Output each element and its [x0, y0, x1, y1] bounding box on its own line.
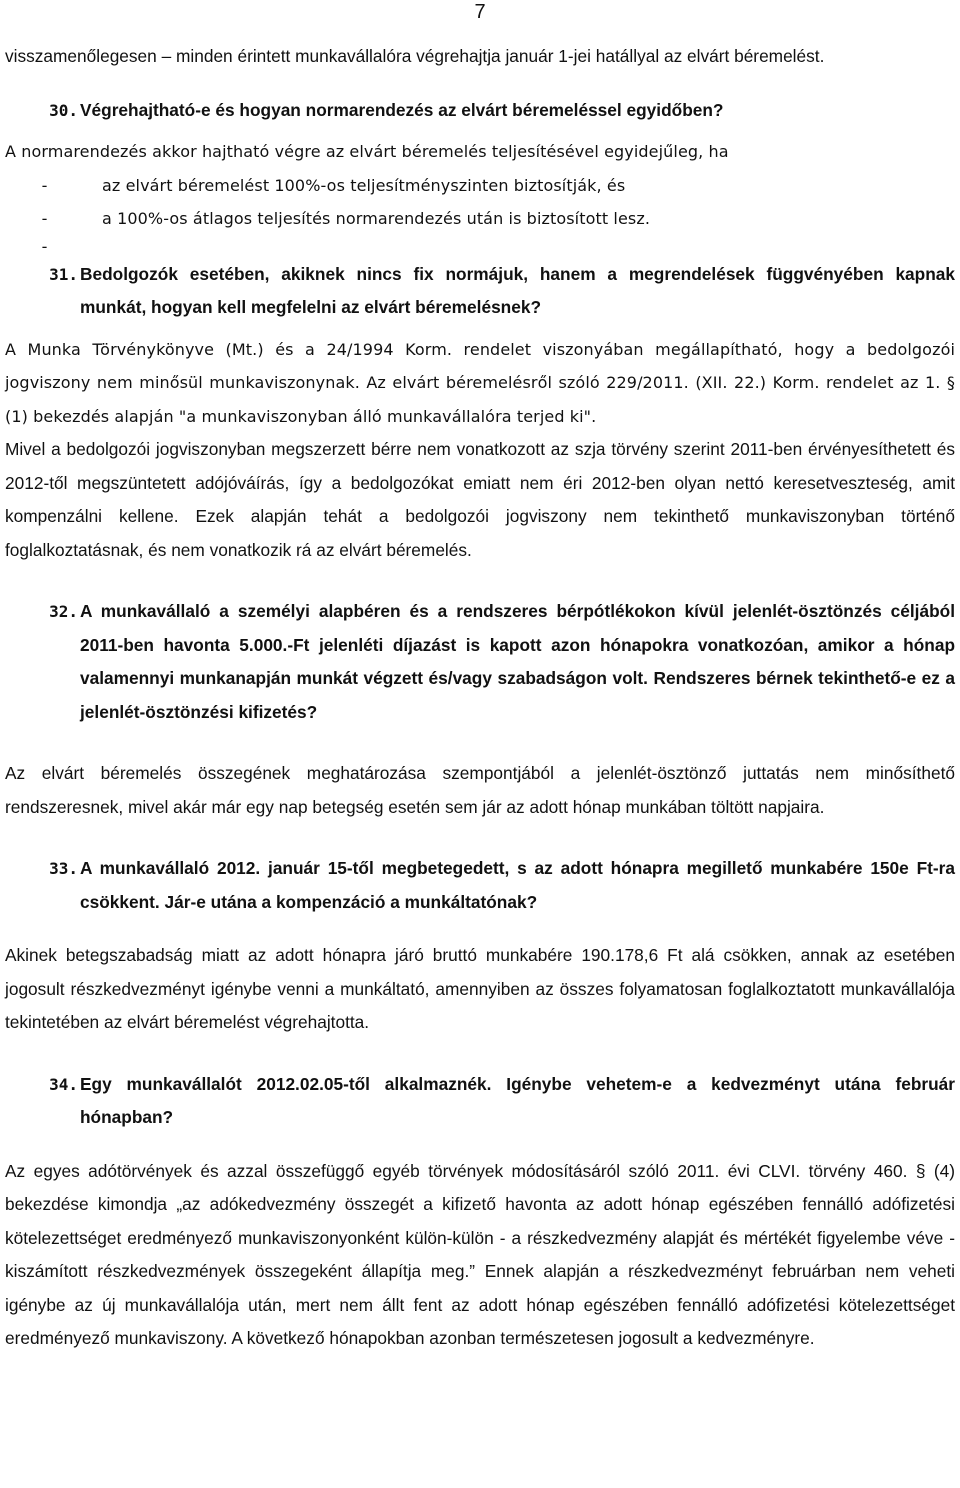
- list-item-text: az elvárt béremelést 100%-os teljesítményszinten biztosítják, és: [102, 175, 626, 195]
- question-34: [5, 1068, 955, 1135]
- dash-marker: -: [41, 209, 48, 228]
- question-number: 30.: [49, 100, 78, 120]
- question-number: 32.: [49, 602, 78, 621]
- list-item-text: a 100%-os átlagos teljesítés normarendezés után is biztosított lesz.: [102, 209, 651, 228]
- question-33: [5, 852, 955, 919]
- dash-marker: -: [41, 236, 48, 256]
- answer-30-lead: A normarendezés akkor hajtható végre az elvárt béremelés teljesítésével egyidejűleg, ha: [5, 142, 729, 161]
- list-item-text: [102, 236, 955, 258]
- answer-30-list: [5, 169, 955, 258]
- list-item: [5, 202, 955, 236]
- question-text: Egy munkavállalót 2012.02.05-től alkalmaznék. Igénybe vehetem-e a kedvezményt utána február hónapban?: [80, 1073, 955, 1127]
- page-number: 7: [474, 1, 486, 23]
- list-item: [5, 169, 955, 203]
- document-body: [5, 40, 955, 1356]
- question-number: 34.: [49, 1074, 78, 1094]
- answer-32: Az elvárt béremelés összegének meghatározása szempontjából a jelenlét-ösztönző juttatás nem minősíthető rendszeresnek, mivel akár már egy nap betegség esetén sem jár az adott hónap munkában töltött napjaira.: [5, 763, 955, 817]
- question-text: Végrehajtható-e és hogyan normarendezés az elvárt béremeléssel egyidőben?: [80, 99, 724, 120]
- question-text: A munkavállaló 2012. január 15-től megbetegedett, s az adott hónapra megillető munkabére 150e Ft-ra csökkent. Jár-e utána a kompenzáció a munkáltatónak?: [80, 858, 955, 912]
- question-31: [5, 258, 955, 325]
- answer-33: Akinek betegszabadság miatt az adott hónapra járó bruttó munkabére 190.178,6 Ft alá csökken, annak az esetében jogosult részkedvezményt igénybe venni a munkáltató, amennyiben az összes folyamatosan foglalkoztatott munkavállalója tekintetében az elvárt béremelést végrehajtotta.: [5, 945, 955, 1032]
- question-30: [5, 94, 955, 128]
- dash-marker: -: [41, 175, 48, 195]
- intro-paragraph: visszamenőlegesen – minden érintett munkavállalóra végrehajtja január 1-jei hatállyal az elvárt béremelést.: [5, 46, 825, 66]
- question-number: 33.: [49, 859, 78, 878]
- question-32: [5, 595, 955, 729]
- question-text: Bedolgozók esetében, akiknek nincs fix normájuk, hanem a megrendelések függvényében kapnak munkát, hogyan kell megfelelni az elvárt béremelésnek?: [80, 263, 955, 317]
- answer-31-part1: A Munka Törvénykönyve (Mt.) és a 24/1994 Korm. rendelet viszonyában megállapítható, hogy a bedolgozói jogviszony nem minősül munkaviszonynak. Az elvárt béremelésről szóló 229/2011. (XII. 22.) Korm. rendelet az 1. § (1) bekezdés alapján "a munkaviszonyban álló munkavállalóra terjed ki".: [5, 339, 955, 426]
- question-number: 31.: [49, 264, 78, 284]
- answer-34: Az egyes adótörvények és azzal összefüggő egyéb törvények módosításáról szóló 2011. évi CLVI. törvény 460. § (4) bekezdése kimondja „az adókedvezmény összegét a kifizető havonta az adott hónap egészében fennálló adófizetési kötelezettséget eredményező munkaviszonyonként külön-külön - a részkedvezmény alapját és mértékét figyelembe véve - kiszámított részkedvezmények összegeként állapítja meg.” Ennek alapján a részkedvezményt februárban nem veheti igénybe az új munkavállalója után, mert nem állt fent az adott hónap egészében fennálló adófizetési kötelezettséget eredményező munkaviszony. A következő hónapokban azonban természetesen jogosult a kedvezményre.: [5, 1160, 955, 1348]
- question-text: A munkavállaló a személyi alapbéren és a rendszeres bérpótlékokon kívül jelenlét-ösztönzés céljából 2011-ben havonta 5.000.-Ft jelenléti díjazást is kapott azon hónapokra vonatkozóan, amikor a hónap valamennyi munkanapján munkát végzett és/vagy szabadságon volt. Rendszeres bérnek tekinthető-e ez a jelenlét-ösztönzési kifizetés?: [80, 601, 955, 722]
- answer-31-part2: Mivel a bedolgozói jogviszonyban megszerzett bérre nem vonatkozott az szja törvény szerint 2011-ben érvényesíthetett és 2012-től megszüntetett adójóváírás, így a bedolgozókat emiatt nem éri 2012-ben olyan nettó keresetveszteség, amit kompenzálni kellene. Ezek alapján tehát a bedolgozói jogviszony nem tekinthető munkaviszonyban történő foglalkoztatásnak, és nem vonatkozik rá az elvárt béremelés.: [5, 439, 955, 560]
- list-item: [5, 236, 955, 258]
